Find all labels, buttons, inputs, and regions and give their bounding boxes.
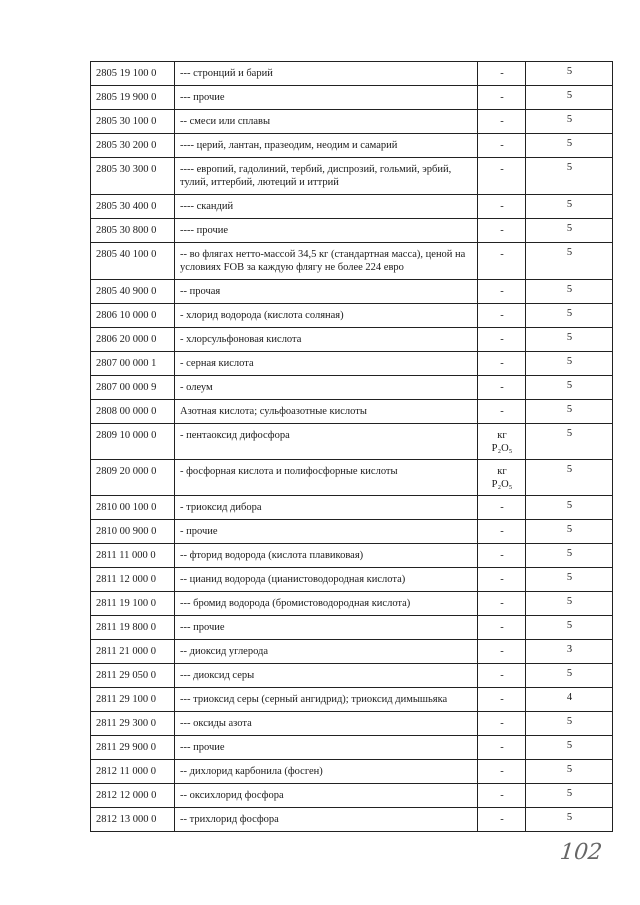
description-cell: - хлорсульфоновая кислота <box>175 328 478 352</box>
description-cell: --- прочие <box>175 616 478 640</box>
code-cell: 2809 10 000 0 <box>91 424 175 460</box>
unit-cell <box>478 568 526 592</box>
description-cell: ---- европий, гадолиний, тербий, диспрозий, гольмий, эрбий, тулий, иттербий, лютеций и иттрий <box>175 158 478 195</box>
table-row <box>91 496 613 520</box>
description-cell: -- фторид водорода (кислота плавиковая) <box>175 544 478 568</box>
unit-cell <box>478 784 526 808</box>
table-row <box>91 158 613 195</box>
unit-label: - <box>500 502 504 513</box>
code-cell: 2805 30 800 0 <box>91 219 175 243</box>
description-cell: ---- скандий <box>175 195 478 219</box>
description-cell: --- бромид водорода (бромистоводородная кислота) <box>175 592 478 616</box>
unit-cell <box>478 304 526 328</box>
table-row <box>91 195 613 219</box>
unit-label: - <box>500 574 504 585</box>
code-cell: 2805 40 100 0 <box>91 243 175 280</box>
unit-cell <box>478 110 526 134</box>
table-row <box>91 544 613 568</box>
description-cell: -- диоксид углерода <box>175 640 478 664</box>
unit-cell <box>478 219 526 243</box>
unit-cell <box>478 158 526 195</box>
description-cell: -- дихлорид карбонила (фосген) <box>175 760 478 784</box>
description-cell: -- прочая <box>175 280 478 304</box>
rate-cell: 5 <box>526 424 613 460</box>
table-row <box>91 304 613 328</box>
unit-label: - <box>500 225 504 236</box>
table-row <box>91 280 613 304</box>
description-cell: -- оксихлорид фосфора <box>175 784 478 808</box>
unit-cell <box>478 808 526 832</box>
rate-cell: 5 <box>526 592 613 616</box>
rate-cell: 5 <box>526 304 613 328</box>
description-cell: --- прочие <box>175 86 478 110</box>
unit-label: - <box>500 694 504 705</box>
rate-cell: 5 <box>526 195 613 219</box>
table-row <box>91 736 613 760</box>
unit-cell <box>478 664 526 688</box>
rate-cell: 5 <box>526 544 613 568</box>
rate-cell: 5 <box>526 568 613 592</box>
description-cell: - олеум <box>175 376 478 400</box>
code-cell: 2811 29 900 0 <box>91 736 175 760</box>
rate-cell: 5 <box>526 110 613 134</box>
rate-cell: 5 <box>526 400 613 424</box>
unit-label: - <box>500 598 504 609</box>
rate-cell: 5 <box>526 616 613 640</box>
table-row <box>91 376 613 400</box>
tariff-table-body <box>91 62 613 832</box>
unit-label: - <box>500 526 504 537</box>
unit-cell <box>478 592 526 616</box>
description-cell: -- смеси или сплавы <box>175 110 478 134</box>
rate-cell: 5 <box>526 520 613 544</box>
rate-cell: 5 <box>526 760 613 784</box>
unit-label: - <box>500 814 504 825</box>
table-row <box>91 688 613 712</box>
table-row <box>91 664 613 688</box>
unit-cell <box>478 134 526 158</box>
unit-label: - <box>500 310 504 321</box>
description-cell: Азотная кислота; сульфоазотные кислоты <box>175 400 478 424</box>
code-cell: 2811 29 300 0 <box>91 712 175 736</box>
unit-cell <box>478 62 526 86</box>
description-cell: ---- прочие <box>175 219 478 243</box>
rate-cell: 5 <box>526 86 613 110</box>
rate-cell: 3 <box>526 640 613 664</box>
rate-cell: 5 <box>526 280 613 304</box>
rate-cell: 5 <box>526 328 613 352</box>
code-cell: 2806 20 000 0 <box>91 328 175 352</box>
tariff-table <box>90 61 613 832</box>
table-row <box>91 760 613 784</box>
code-cell: 2811 11 000 0 <box>91 544 175 568</box>
table-row <box>91 784 613 808</box>
table-row <box>91 616 613 640</box>
handwritten-page-number: 102 <box>558 840 604 865</box>
description-cell: --- диоксид серы <box>175 664 478 688</box>
unit-label: - <box>500 68 504 79</box>
rate-cell: 5 <box>526 712 613 736</box>
table-row <box>91 62 613 86</box>
unit-label: - <box>500 406 504 417</box>
code-cell: 2805 30 100 0 <box>91 110 175 134</box>
description-cell: ---- церий, лантан, празеодим, неодим и самарий <box>175 134 478 158</box>
code-cell: 2811 12 000 0 <box>91 568 175 592</box>
unit-cell <box>478 86 526 110</box>
rate-cell: 5 <box>526 808 613 832</box>
unit-cell <box>478 496 526 520</box>
code-cell: 2805 19 900 0 <box>91 86 175 110</box>
unit-cell <box>478 544 526 568</box>
table-row <box>91 808 613 832</box>
description-cell: -- во флягах нетто-массой 34,5 кг (стандартная масса), ценой на условиях FOB за каждую флягу не более 224 евро <box>175 243 478 280</box>
table-row <box>91 134 613 158</box>
unit-sub-label: P₂O₅ <box>491 479 513 490</box>
rate-cell: 5 <box>526 352 613 376</box>
unit-cell <box>478 328 526 352</box>
rate-cell: 5 <box>526 219 613 243</box>
unit-label: - <box>500 670 504 681</box>
unit-label: - <box>500 550 504 561</box>
unit-label: - <box>500 790 504 801</box>
unit-label: - <box>500 718 504 729</box>
code-cell: 2806 10 000 0 <box>91 304 175 328</box>
description-cell: - фосфорная кислота и полифосфорные кислоты <box>175 460 478 496</box>
table-row <box>91 243 613 280</box>
description-cell: - серная кислота <box>175 352 478 376</box>
rate-cell: 5 <box>526 784 613 808</box>
table-row <box>91 520 613 544</box>
table-row <box>91 352 613 376</box>
code-cell: 2807 00 000 1 <box>91 352 175 376</box>
code-cell: 2810 00 100 0 <box>91 496 175 520</box>
table-row <box>91 400 613 424</box>
table-row <box>91 110 613 134</box>
unit-label: - <box>500 286 504 297</box>
unit-cell <box>478 688 526 712</box>
unit-cell <box>478 424 526 460</box>
unit-cell <box>478 460 526 496</box>
table-row <box>91 712 613 736</box>
description-cell: --- оксиды азота <box>175 712 478 736</box>
rate-cell: 5 <box>526 158 613 195</box>
code-cell: 2811 21 000 0 <box>91 640 175 664</box>
description-cell: - хлорид водорода (кислота соляная) <box>175 304 478 328</box>
rate-cell: 5 <box>526 376 613 400</box>
unit-label: - <box>500 92 504 103</box>
unit-cell <box>478 736 526 760</box>
code-cell: 2809 20 000 0 <box>91 460 175 496</box>
table-row <box>91 592 613 616</box>
table-row <box>91 328 613 352</box>
table-row <box>91 640 613 664</box>
unit-label: - <box>500 766 504 777</box>
code-cell: 2811 19 800 0 <box>91 616 175 640</box>
unit-label: - <box>500 382 504 393</box>
description-cell: - триоксид дибора <box>175 496 478 520</box>
code-cell: 2812 11 000 0 <box>91 760 175 784</box>
code-cell: 2807 00 000 9 <box>91 376 175 400</box>
code-cell: 2811 29 100 0 <box>91 688 175 712</box>
unit-cell <box>478 352 526 376</box>
description-cell: --- стронций и барий <box>175 62 478 86</box>
description-cell: -- цианид водорода (цианистоводородная кислота) <box>175 568 478 592</box>
unit-sub-label: P₂O₅ <box>491 443 513 454</box>
unit-cell <box>478 616 526 640</box>
unit-cell <box>478 640 526 664</box>
code-cell: 2805 30 400 0 <box>91 195 175 219</box>
table-row <box>91 219 613 243</box>
unit-label: - <box>500 164 504 175</box>
unit-label: - <box>500 646 504 657</box>
code-cell: 2805 19 100 0 <box>91 62 175 86</box>
rate-cell: 4 <box>526 688 613 712</box>
unit-label: кг <box>497 430 507 441</box>
unit-label: - <box>500 358 504 369</box>
description-cell: - прочие <box>175 520 478 544</box>
unit-label: - <box>500 742 504 753</box>
unit-cell <box>478 760 526 784</box>
table-row <box>91 424 613 460</box>
rate-cell: 5 <box>526 664 613 688</box>
description-cell: -- трихлорид фосфора <box>175 808 478 832</box>
table-row <box>91 86 613 110</box>
rate-cell: 5 <box>526 460 613 496</box>
table-row <box>91 460 613 496</box>
tariff-table-container <box>90 61 612 832</box>
unit-label: кг <box>497 466 507 477</box>
unit-label: - <box>500 140 504 151</box>
unit-cell <box>478 280 526 304</box>
description-cell: --- триоксид серы (серный ангидрид); триоксид димышьяка <box>175 688 478 712</box>
code-cell: 2811 29 050 0 <box>91 664 175 688</box>
table-row <box>91 568 613 592</box>
rate-cell: 5 <box>526 736 613 760</box>
unit-label: - <box>500 201 504 212</box>
rate-cell: 5 <box>526 62 613 86</box>
unit-cell <box>478 195 526 219</box>
rate-cell: 5 <box>526 243 613 280</box>
unit-cell <box>478 400 526 424</box>
unit-cell <box>478 376 526 400</box>
code-cell: 2812 12 000 0 <box>91 784 175 808</box>
rate-cell: 5 <box>526 134 613 158</box>
unit-label: - <box>500 249 504 260</box>
unit-cell <box>478 520 526 544</box>
rate-cell: 5 <box>526 496 613 520</box>
code-cell: 2808 00 000 0 <box>91 400 175 424</box>
unit-label: - <box>500 334 504 345</box>
description-cell: - пентаоксид дифосфора <box>175 424 478 460</box>
unit-cell <box>478 243 526 280</box>
description-cell: --- прочие <box>175 736 478 760</box>
code-cell: 2812 13 000 0 <box>91 808 175 832</box>
code-cell: 2805 30 300 0 <box>91 158 175 195</box>
code-cell: 2805 40 900 0 <box>91 280 175 304</box>
code-cell: 2805 30 200 0 <box>91 134 175 158</box>
unit-cell <box>478 712 526 736</box>
unit-label: - <box>500 622 504 633</box>
code-cell: 2811 19 100 0 <box>91 592 175 616</box>
unit-label: - <box>500 116 504 127</box>
code-cell: 2810 00 900 0 <box>91 520 175 544</box>
